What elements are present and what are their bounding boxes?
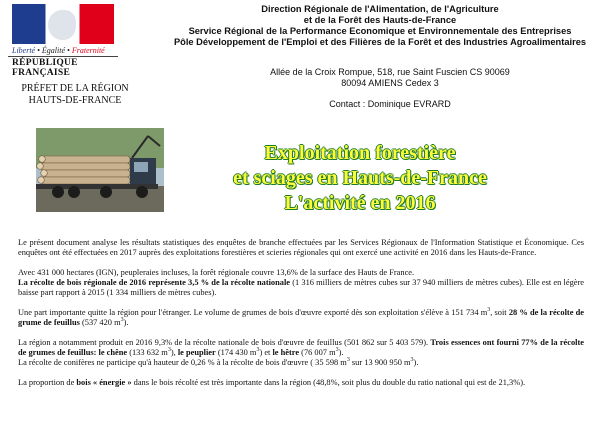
header-line-2: et de la Forêt des Hauts-de-France: [303, 15, 457, 25]
motto: Liberté • Égalité • Fraternité: [12, 46, 105, 55]
paragraph-conifers: La récolte de conifères ne participe qu'à hauteur de 0,26 % à la récolte de bois d'œuvre ( 35 598 $m^3$ sur 13 900 950 $m^3$).: [18, 357, 419, 367]
address: Allée de la Croix Rompue, 518, rue Saint Fuscien CS 90069 80094 AMIENS Cedex 3: [270, 67, 510, 88]
motto-fraternite: Fraternité: [71, 46, 105, 55]
prefet-label: PRÉFET DE LA RÉGION HAUTS-DE-FRANCE: [21, 83, 129, 106]
republique-label: RÉPUBLIQUE FRANÇAISE: [8, 56, 118, 78]
header-organization: [160, 4, 600, 48]
title-line-1: Exploitation forestière: [264, 142, 456, 164]
marianne-flag-icon: [12, 4, 114, 44]
paragraph-export: Une part importante quitte la région pour l'étranger. Le volume de grumes de bois d'œuvre exporté dès son exploitation s'élève à 151 734 $m^3$, soit 28 % de la récolte de grume de feuillus (537 420 $m^3$).: [18, 307, 584, 327]
republique-francaise-logo: [8, 4, 118, 78]
paragraph-forest-surface: Avec 431 000 hectares (IGN), peupleraies incluses, la forêt régionale couvre 13,6% de la surface des Hauts de France. La récolte de bois régionale de 2016 représente 3,5 % de la récolte nationale (1 316 milliers de mètres cubes sur 37 940 milliers de mètres cubes). Elle est en légère baisse part rapport à 2015 (1 334 milliers de mètres cubes).: [18, 268, 584, 297]
contact: Contact : Dominique EVRARD: [329, 99, 451, 109]
paragraph-hardwood: La région a notamment produit en 2016 9,3% de la récolte nationale de bois d'œuvre de feuillus (501 862 sur 5 403 579). Trois essences ont fourni 77% de la récolte de grumes de feuillus: le chêne (133 632 $m^3$), le peuplier (174 430 $m^3$) et le hêtre (76 007 $m^3$).: [18, 338, 584, 357]
log-truck-photo: [36, 128, 164, 212]
document-title: [205, 141, 515, 216]
header-line-3: Service Régional de la Performance Economique et Environnementale des Entreprises: [188, 26, 572, 36]
title-line-2: et sciages en Hauts-de-France: [233, 167, 487, 189]
header-line-1: Direction Régionale de l'Alimentation, de l'Agriculture: [261, 4, 499, 14]
paragraph-intro: Le présent document analyse les résultats statistiques des enquêtes de branche effectuées par les Services Régionaux de l'Information Statistique et Économique. Ces enquêtes ont été effectuées en 2017 auprès des exploitations forestières et scieries régionales qui ont exercé une activité en 2016 dans les Hauts-de-France.: [18, 238, 584, 257]
motto-egalite: Égalité: [41, 46, 66, 55]
header-line-4: Pôle Développement de l'Emploi et des Filières de la Forêt et des Industries Agroalimentaires: [173, 37, 587, 47]
paragraph-energy-wood: La proportion de bois « énergie » dans le bois récolté est très importante dans la région (48,8%, soit plus du double du ratio national qui est de 21,3%).: [18, 378, 526, 387]
marianne-profile-icon: [48, 10, 76, 40]
title-line-3: L'activité en 2016: [284, 192, 436, 214]
document-body: [18, 238, 584, 398]
motto-liberte: Liberté: [12, 46, 36, 55]
